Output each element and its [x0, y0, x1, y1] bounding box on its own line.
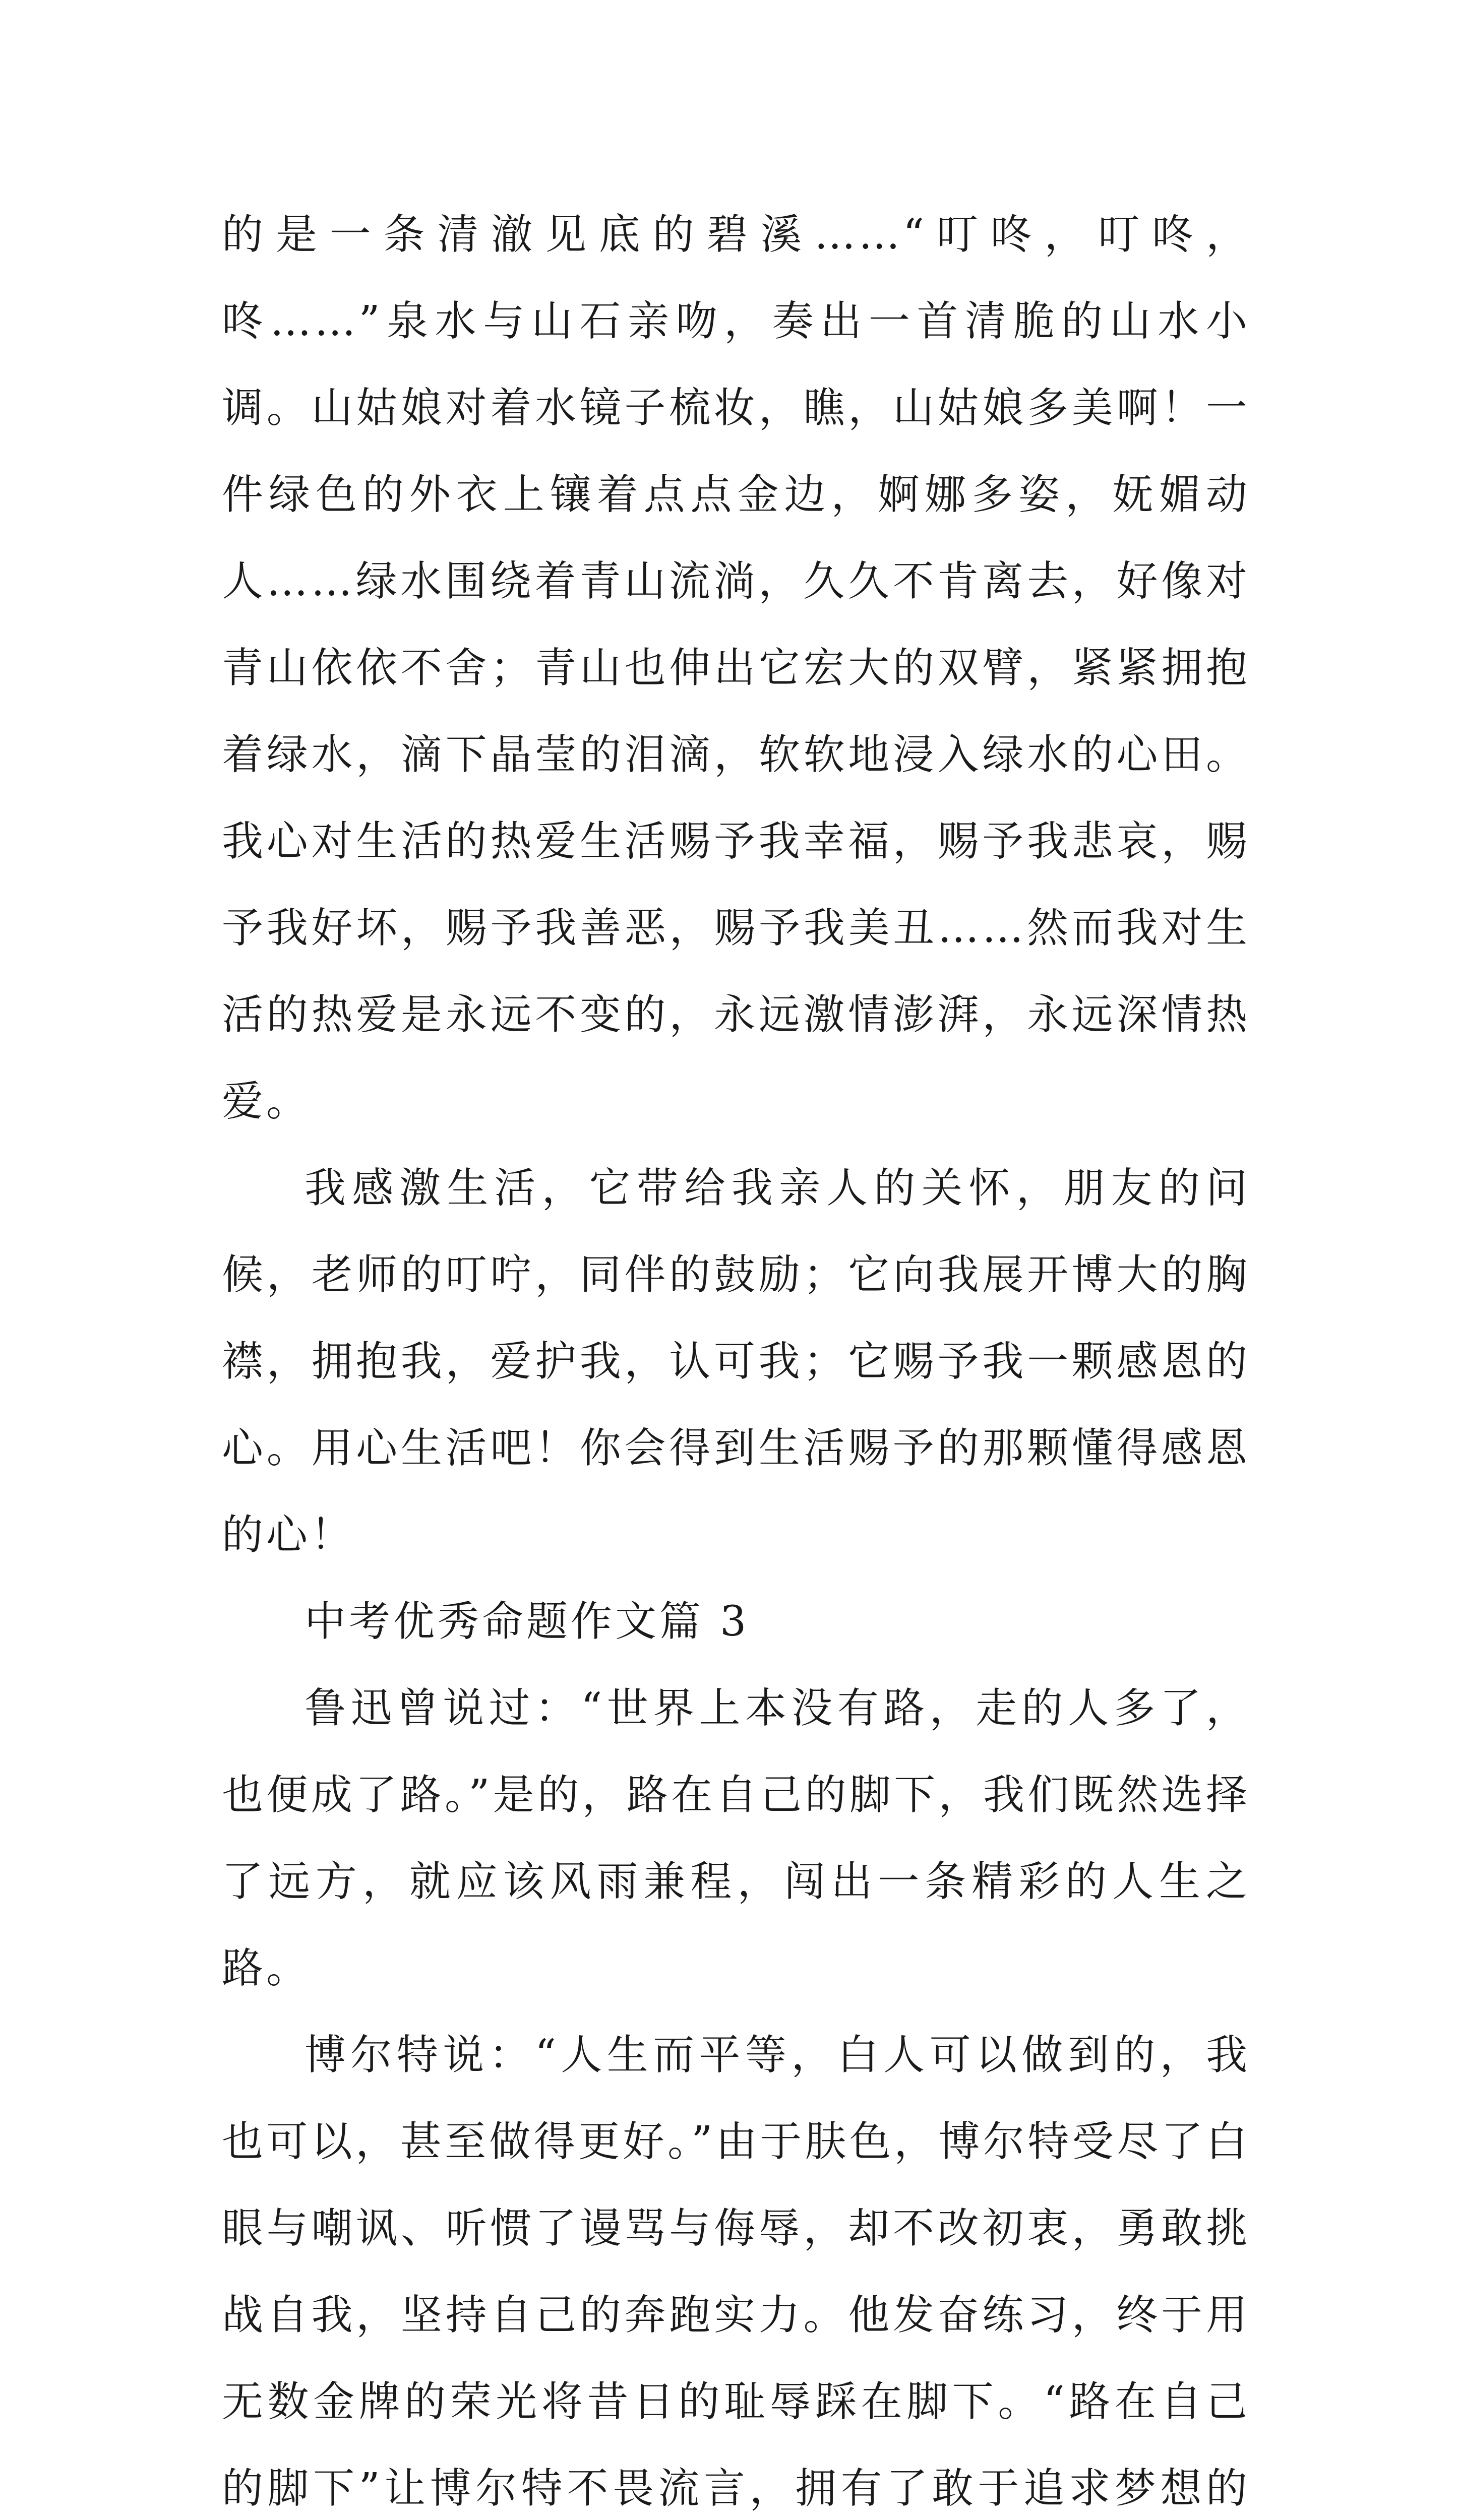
document-body	[222, 192, 1250, 2520]
section-heading: 中考优秀命题作文篇 3	[305, 1598, 750, 1646]
paragraph-continuation: 的是一条清澈见底的碧溪……“叮咚，叮咚，咚……”泉水与山石亲吻，奏出一首清脆的山水小调。山姑娘对着水镜子梳妆，瞧，山姑娘多美啊！一件绿色的外衣上镶着点点金边，婀娜多姿，妩媚动人……绿水围绕着青山流淌，久久不肯离去，好像对青山依依不舍；青山也伸出它宏大的双臂，紧紧拥抱着绿水，滴下晶莹的泪滴，软软地浸入绿水的心田。我心对生活的热爱生活赐予我幸福，赐予我悲哀，赐予我好坏，赐予我善恶，赐予我美丑……然而我对生活的热爱是永远不变的，永远激情澎湃，永远深情热爱。	[222, 211, 1250, 1125]
paragraph-gratitude: 我感激生活，它带给我亲人的关怀，朋友的问候，老师的叮咛，同伴的鼓励；它向我展开博大的胸襟，拥抱我，爱护我，认可我；它赐予我一颗感恩的心。用心生活吧！你会得到生活赐予的那颗懂得感恩的心！	[222, 1164, 1250, 1559]
paragraph-bolt: 博尔特说：“人生而平等，白人可以做到的，我也可以，甚至做得更好。”由于肤色，博尔特受尽了白眼与嘲讽、听惯了谩骂与侮辱，却不改初衷，勇敢挑战自我，坚持自己的奔跑实力。他发奋练习，终于用无数金牌的荣光将昔日的耻辱踩在脚下。“路在自己的脚下”让博尔特不畏流言，拥有了敢于追求梦想的	[222, 2031, 1250, 2512]
paragraph-luxun-quote: 鲁迅曾说过：“世界上本没有路，走的人多了，也便成了路。”是的，路在自己的脚下，我们既然选择了远方，就应该风雨兼程，闯出一条精彩的人生之路。	[222, 1684, 1250, 1992]
